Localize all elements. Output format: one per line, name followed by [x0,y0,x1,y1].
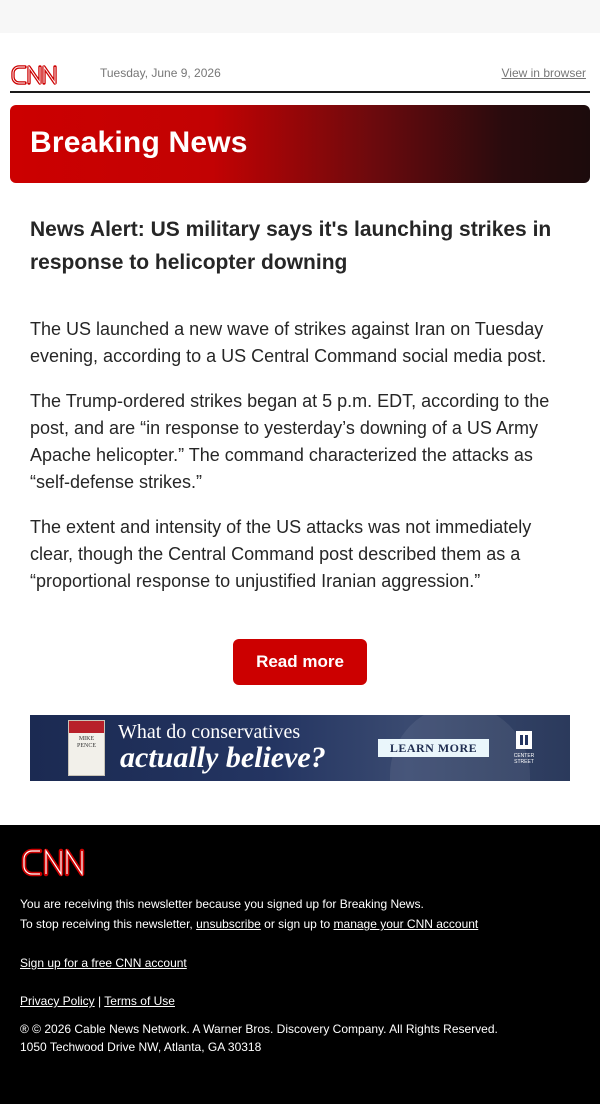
article-paragraph: The extent and intensity of the US attacks was not immediately clear, though the Central Command post described them as a “proportional response to unjustified Iranian aggression.” [30,517,532,591]
issue-date: Tuesday, June 9, 2026 [100,66,221,80]
learn-more-button[interactable]: LEARN MORE [378,739,489,757]
unsubscribe-link[interactable]: unsubscribe [196,917,261,931]
book-author: MIKE PENCE [76,736,96,749]
publisher-building-icon [512,729,536,751]
footer-signup-line [20,956,187,970]
legal-separator: | [94,994,105,1008]
email-footer [0,825,600,1104]
footer-copyright: ® © 2026 Cable News Network. A Warner Bros. Discovery Company. All Rights Reserved. [20,1022,498,1036]
signup-link[interactable]: Sign up for a free CNN account [20,956,187,970]
cnn-footer-logo[interactable] [20,845,96,880]
preheader-bar [0,0,600,33]
footer-unsubscribe-prefix: To stop receiving this newsletter, [20,917,197,931]
article-paragraph: The US launched a new wave of strikes against Iran on Tuesday evening, according to a US Central Command social media post. [30,319,547,366]
advertisement-banner[interactable] [30,715,570,781]
breaking-news-banner [10,105,590,183]
ad-headline-line2: actually believe? [120,741,326,774]
footer-unsubscribe-mid: or sign up to [260,917,334,931]
article-headline: News Alert: US military says it's launching strikes in response to helicopter downing [30,218,552,274]
banner-title: Breaking News [30,126,248,159]
read-more-button[interactable]: Read more [233,639,367,685]
publisher-logo [512,729,536,767]
publisher-name: CENTER STREET [513,753,535,765]
footer-subscription-note: You are receiving this newsletter because you signed up for Breaking News. [20,897,424,911]
terms-of-use-link[interactable]: Terms of Use [104,994,175,1008]
article-paragraph: The Trump-ordered strikes began at 5 p.m. EDT, according to the post, and are “in response to yesterday’s downing of a US Army Apache helicopter.” The command characterized the attacks as “self-defense strikes.” [30,391,550,492]
footer-legal-links [20,994,175,1008]
footer-address: 1050 Techwood Drive NW, Atlanta, GA 30318 [20,1040,262,1054]
book-cover-image [68,720,105,776]
email-header [10,57,590,93]
view-in-browser-link[interactable]: View in browser [501,66,586,80]
footer-unsubscribe-line [20,917,478,931]
privacy-policy-link[interactable]: Privacy Policy [20,994,95,1008]
manage-account-link[interactable]: manage your CNN account [333,917,479,931]
cnn-logo[interactable] [10,62,66,88]
book-cover-stripe [69,721,104,733]
ad-headline-line1: What do conservatives [118,721,301,743]
